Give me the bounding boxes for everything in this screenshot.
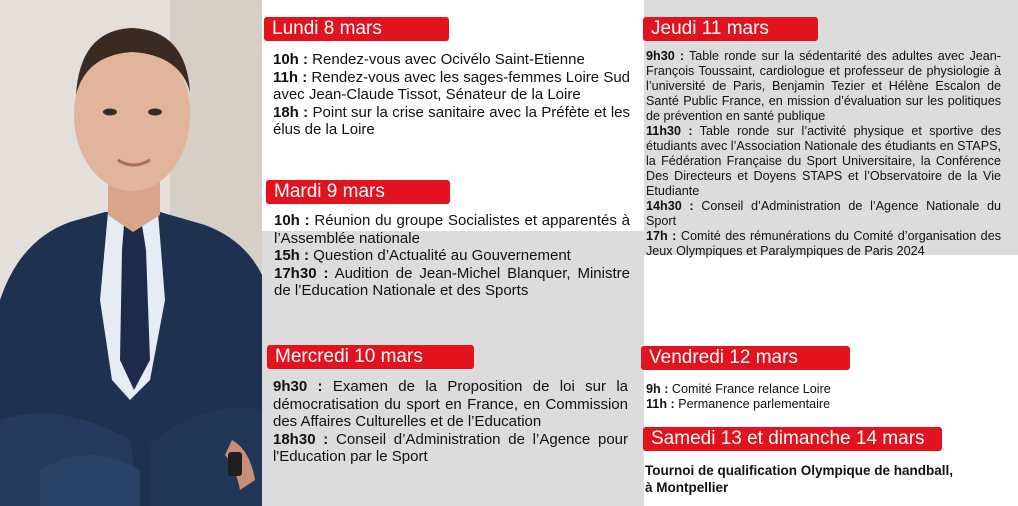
portrait-illustration — [0, 0, 262, 506]
entry: 14h30 : Conseil d’Administration de l’Agence Nationale du Sport — [646, 199, 1002, 228]
weekend-line-2: à Montpellier — [645, 480, 729, 495]
entry: 11h : Rendez-vous avec les sages-femmes Loire Sud avec Jean-Claude Tissot, Sénateur de la Loire — [273, 68, 631, 103]
schedule-lundi — [273, 51, 630, 139]
entry: 9h : Comité France relance Loire — [646, 382, 831, 396]
schedule-mardi — [274, 212, 630, 300]
entry: 10h : Réunion du groupe Socialistes et apparentés à l’Assemblée nationale — [274, 212, 630, 247]
weekend-line-1: Tournoi de qualification Olympique de handball, — [645, 463, 954, 478]
entry: 11h30 : Table ronde sur l’activité physique et sportive des étudiants avec l’Association Nationale des étudiants en STAPS, la Fédération Française du Sport Universitaire, la Conférence Des Directeurs et Doyens STAPS et l’Observatoire de la Vie Etudiante — [646, 124, 1001, 198]
schedule-weekend — [645, 462, 1007, 496]
day-header-jeudi: Jeudi 11 mars — [643, 17, 818, 41]
day-header-lundi: Lundi 8 mars — [264, 17, 449, 41]
entry: 15h : Question d’Actualité au Gouvernement — [274, 247, 571, 264]
day-header-vendredi: Vendredi 12 mars — [641, 346, 850, 370]
day-header-mercredi: Mercredi 10 mars — [267, 345, 474, 369]
schedule-mercredi — [273, 378, 628, 466]
schedule-jeudi — [646, 49, 1001, 259]
entry: 11h : Permanence parlementaire — [646, 397, 831, 411]
portrait-photo — [0, 0, 262, 506]
entry: 9h30 : Examen de la Proposition de loi sur la démocratisation du sport en France, en Commission des Affaires Culturelles et de l’Education — [273, 378, 628, 430]
day-header-weekend: Samedi 13 et dimanche 14 mars — [643, 427, 942, 451]
entry: 9h30 : Table ronde sur la sédentarité des adultes avec Jean-François Toussaint, cardiologue et professeur de physiologie à l’université de Paris, Benjamin Tezier et Hélène Escalon de Santé Public France, en mission d’évaluation sur les politiques de prévention en santé publique — [646, 49, 1001, 123]
day-header-mardi: Mardi 9 mars — [266, 180, 450, 204]
entry: 18h30 : Conseil d’Administration de l’Agence pour l'Education par le Sport — [273, 430, 628, 465]
entry: 10h : Rendez-vous avec Ocivélo Saint-Etienne — [273, 51, 585, 68]
entry: 17h : Comité des rémunérations du Comité d’organisation des Jeux Olympiques et Paralympiques de Paris 2024 — [646, 229, 1001, 258]
entry: 18h : Point sur la crise sanitaire avec la Préfète et les élus de la Loire — [273, 103, 630, 138]
schedule-vendredi — [646, 382, 1001, 412]
entry: 17h30 : Audition de Jean-Michel Blanquer, Ministre de l’Education Nationale et des Sports — [274, 264, 630, 299]
